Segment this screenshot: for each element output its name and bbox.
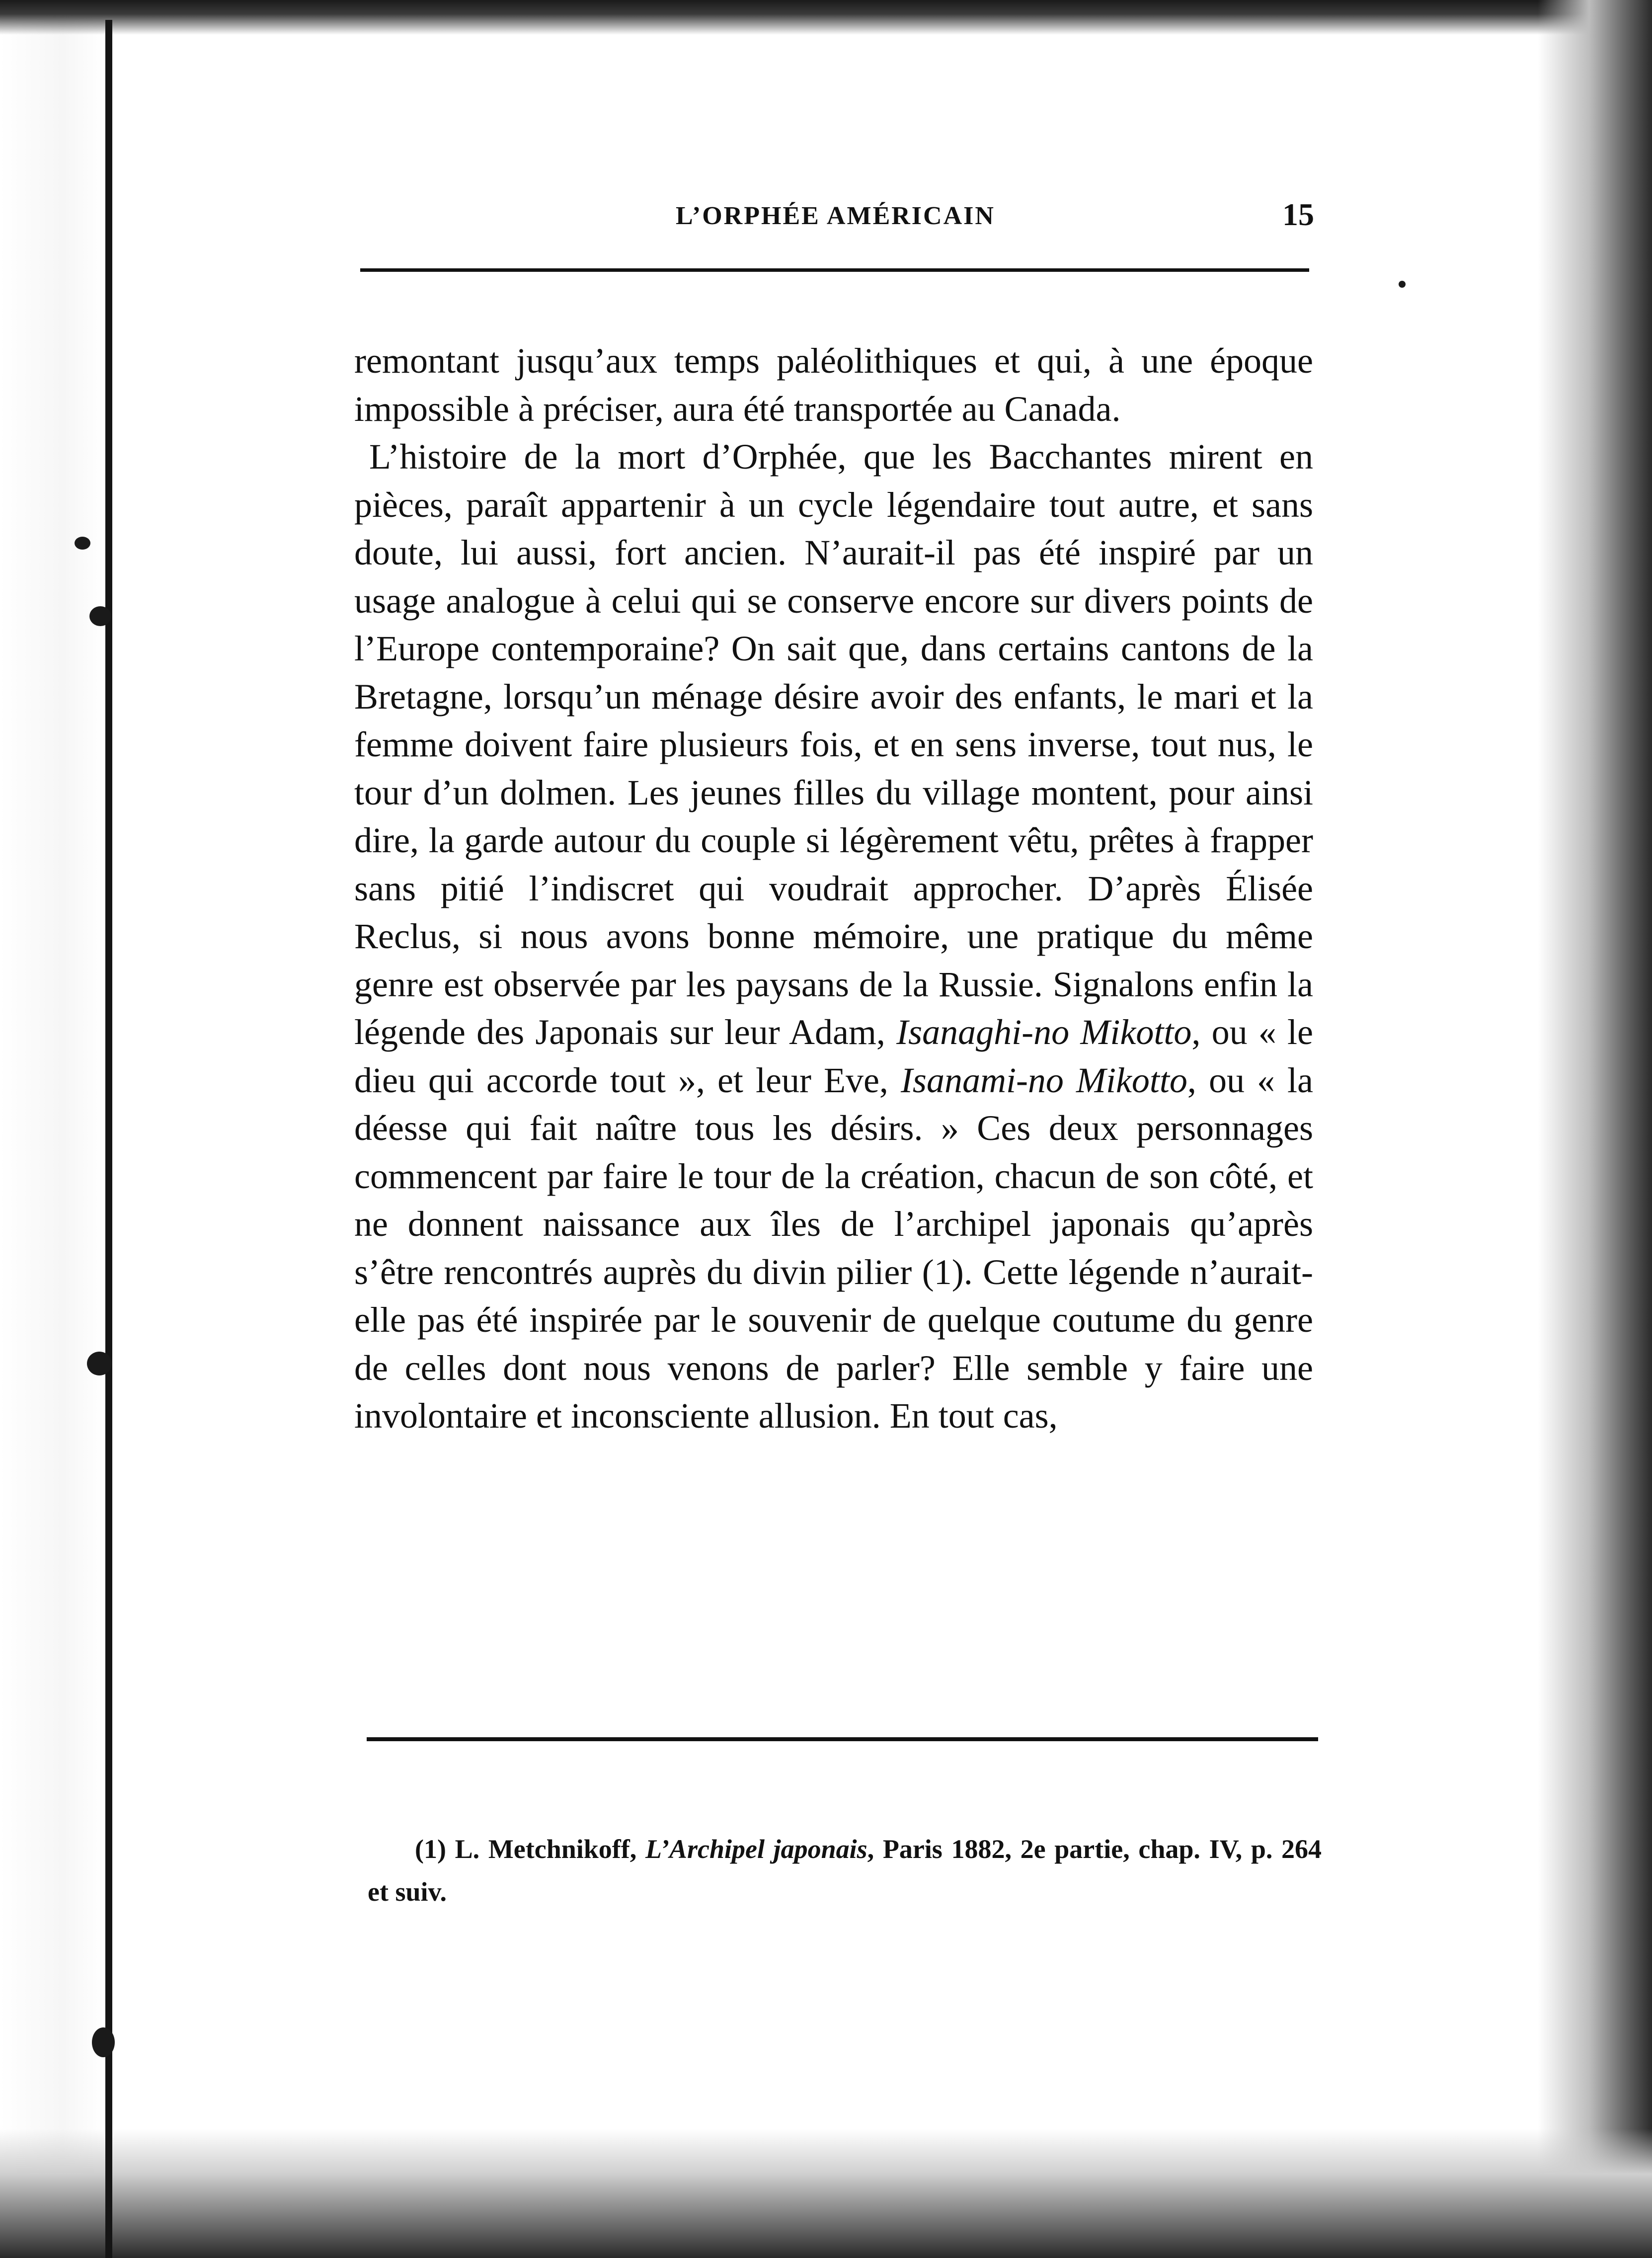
ink-speck [92, 2027, 115, 2057]
ink-speck [75, 537, 90, 550]
running-title: L’ORPHÉE AMÉRICAIN [676, 202, 995, 230]
scan-top-edge [0, 0, 1652, 35]
footnote-rule [367, 1737, 1318, 1741]
paragraph: remontant jusqu’aux temps paléolithiques et qui, à une époque impossible à préciser, aura été transportée au Canada. [354, 341, 1313, 429]
footnote-rest: , Paris 1882, 2e partie, chap. IV, p. 264 et suiv. [368, 1834, 1322, 1907]
paragraph-text: , ou « la déesse qui fait naître tous les désirs. » Ces deux personnages commencent par faire le tour de la création, chacun de son côté, et ne donnent naissance aux îles de l’archipel japonais qu’après s’être rencontrés auprès du divin pilier (1). Cette légende n’aurait-elle pas été inspirée par le souvenir de quelque coutume du genre de celles dont nous venons de parler? Elle semble y faire une involontaire et inconsciente allusion. En tout cas, [354, 1060, 1314, 1436]
italic-name: Isanaghi-no Mikotto [896, 1012, 1192, 1052]
header-rule [360, 268, 1309, 272]
body-text [354, 337, 1313, 1440]
page-left-margin [0, 0, 104, 2258]
footnote-lead: (1) L. Metchnikoff, [415, 1834, 637, 1864]
ink-speck [1399, 281, 1406, 288]
italic-name: Isanami-no Mikotto [900, 1060, 1187, 1100]
page-number: 15 [1282, 197, 1314, 232]
paragraph [354, 433, 1313, 1440]
footnote [368, 1828, 1322, 1913]
scan-bottom-edge [0, 2129, 1652, 2258]
footnote-text [368, 1828, 1322, 1913]
scan-right-edge [1538, 0, 1652, 2258]
ink-speck [87, 1352, 112, 1375]
paragraph-text: L’histoire de la mort d’Orphée, que les Bacchantes mirent en pièces, paraît appartenir à un cycle légendaire tout autre, et sans doute, lui aussi, fort ancien. N’aurait-il pas été inspiré par un usage analogue à celui qui se conserve encore sur divers points de l’Europe contemporaine? On sait que, dans certains cantons de la Bretagne, lorsqu’un ménage désire avoir des enfants, le mari et la femme doivent faire plusieurs fois, et en sens inverse, tout nus, le tour d’un dolmen. Les jeunes filles du village montent, pour ainsi dire, la garde autour du couple si légèrement vêtu, prêtes à frapper sans pitié l’indiscret qui voudrait approcher. D’après Élisée Reclus, si nous avons bonne mémoire, une pratique du même genre est observée par les paysans de la Russie. Signalons enfin la légende des Japonais sur leur Adam, [354, 437, 1313, 1052]
binding-shadow [105, 20, 112, 2258]
footnote-book-title: L’Archipel japonais [645, 1834, 867, 1864]
running-head [355, 196, 1314, 236]
ink-speck [89, 606, 111, 626]
paragraph-text: , ou « le dieu qui accorde tout », et leur Eve, [354, 1012, 1314, 1100]
